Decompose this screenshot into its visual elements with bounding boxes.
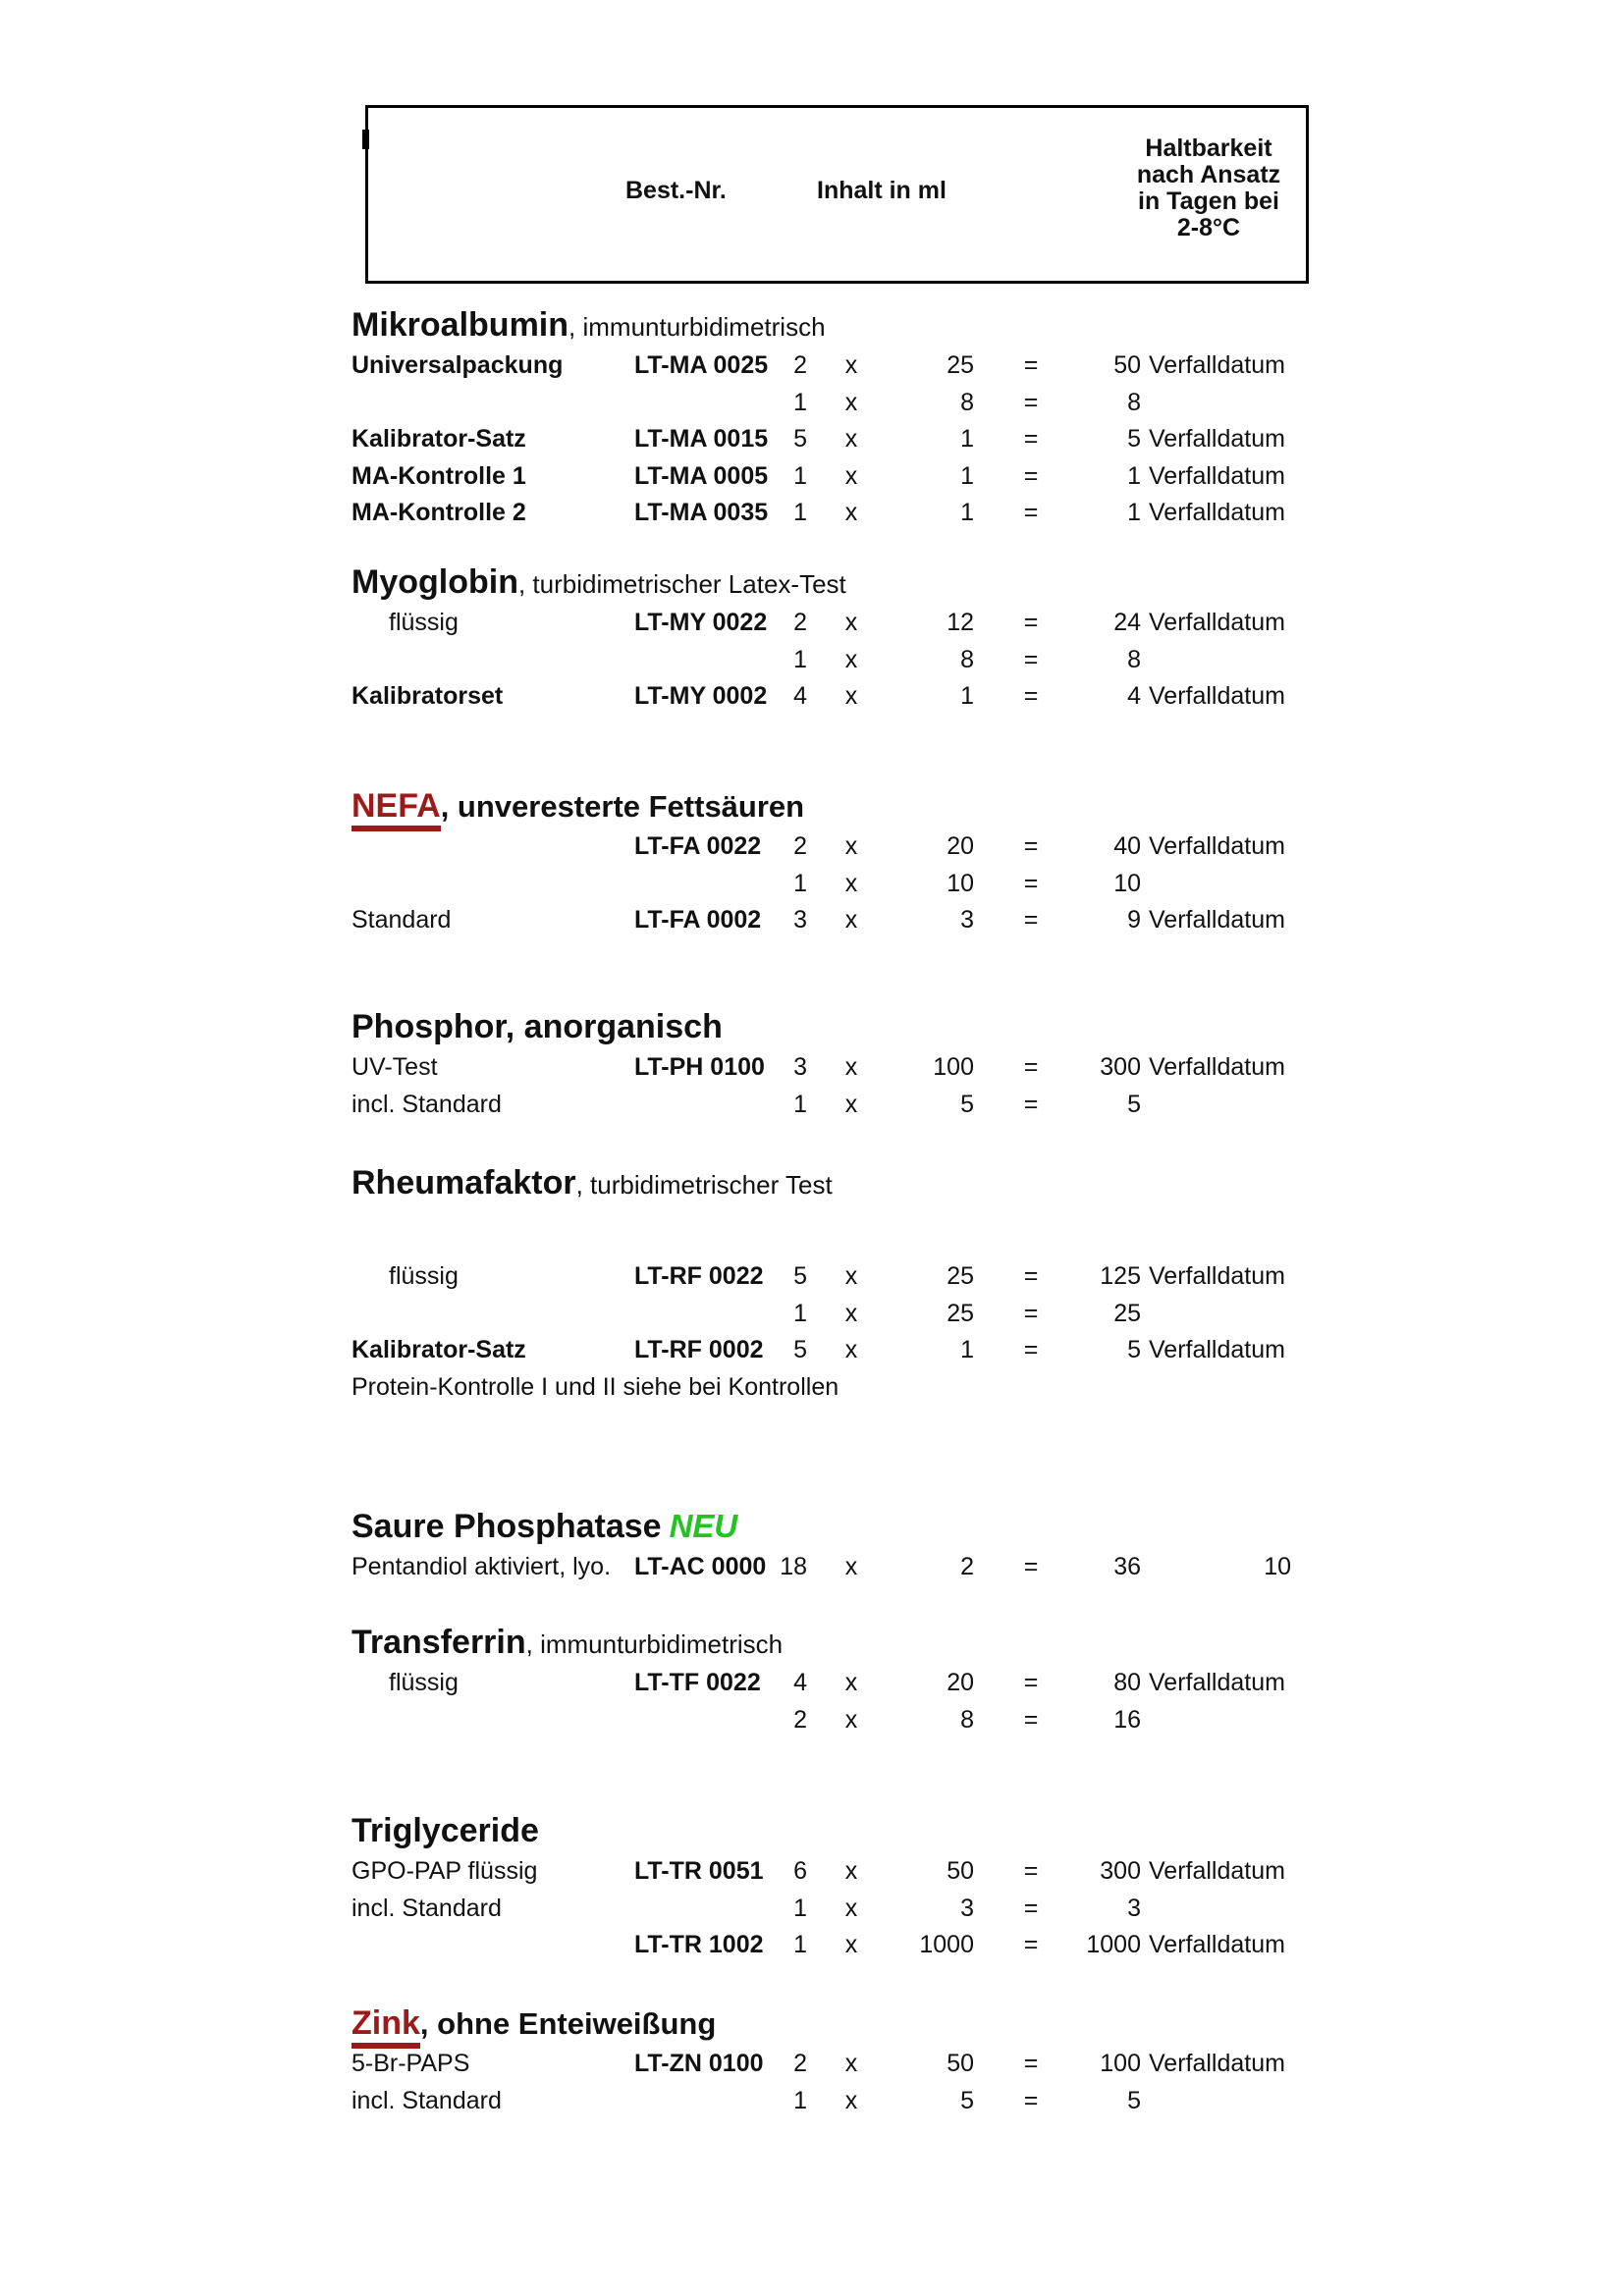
section-heading <box>352 1506 1319 1547</box>
multiply-symbol: x <box>844 609 858 636</box>
section-rheumafaktor <box>352 1162 1319 1406</box>
footnote: Protein-Kontrolle I und II siehe bei Kontrollen <box>352 1372 839 1401</box>
section-saure-phosphatase <box>352 1506 1319 1586</box>
row-label: 5-Br-PAPS <box>352 2050 470 2077</box>
section-rows <box>352 2046 1319 2119</box>
row-ml: 5 <box>960 1090 974 1118</box>
row-count: 6 <box>793 1857 807 1885</box>
row-count: 1 <box>793 1931 807 1958</box>
section-title: Myoglobin <box>352 563 518 601</box>
row-label: flüssig <box>389 609 459 636</box>
section-title: NEFA <box>352 787 441 831</box>
row-label: incl. Standard <box>352 2086 502 2114</box>
row-ml: 20 <box>947 1669 974 1696</box>
row-total: 5 <box>1127 2086 1141 2114</box>
multiply-symbol: x <box>844 1053 858 1081</box>
row-count: 2 <box>793 351 807 379</box>
table-row <box>352 495 1319 532</box>
row-ml: 10 <box>947 869 974 897</box>
row-ml: 1000 <box>919 1931 974 1958</box>
multiply-symbol: x <box>844 425 858 453</box>
row-count: 1 <box>793 461 807 490</box>
row-total: 40 <box>1113 832 1141 860</box>
row-ml: 25 <box>947 351 974 379</box>
table-row <box>352 678 1319 716</box>
row-label: flüssig <box>389 1262 459 1290</box>
row-note: Verfalldatum <box>1149 461 1285 490</box>
row-note: Verfalldatum <box>1149 351 1285 379</box>
row-count: 2 <box>793 609 807 636</box>
equals-symbol: = <box>1023 609 1039 636</box>
row-note: Verfalldatum <box>1149 609 1285 636</box>
section-title: Phosphor, anorganisch <box>352 1008 723 1045</box>
table-row <box>352 421 1319 458</box>
section-title: Mikroalbumin <box>352 306 569 344</box>
row-code: LT-RF 0022 <box>634 1262 764 1290</box>
row-label: MA-Kontrolle 1 <box>352 461 526 490</box>
equals-symbol: = <box>1023 1090 1039 1118</box>
multiply-symbol: x <box>844 1262 858 1290</box>
row-code: LT-TR 0051 <box>634 1857 764 1885</box>
equals-symbol: = <box>1023 1894 1039 1922</box>
row-code: LT-MA 0025 <box>634 351 769 379</box>
multiply-symbol: x <box>844 682 858 710</box>
multiply-symbol: x <box>844 461 858 490</box>
price-list <box>352 0 1319 2296</box>
row-ml: 2 <box>960 1553 974 1580</box>
row-label: UV-Test <box>352 1053 438 1081</box>
row-code: LT-FA 0002 <box>634 906 762 934</box>
section-subtitle: , immunturbidimetrisch <box>568 312 826 342</box>
row-total: 300 <box>1100 1053 1141 1081</box>
multiply-symbol: x <box>844 1553 858 1580</box>
equals-symbol: = <box>1023 461 1039 490</box>
row-note: Verfalldatum <box>1149 1336 1285 1363</box>
table-row <box>352 1369 1319 1407</box>
multiply-symbol: x <box>844 832 858 860</box>
row-note: Verfalldatum <box>1149 2050 1285 2077</box>
row-code: LT-MY 0002 <box>634 682 768 710</box>
equals-symbol: = <box>1023 1262 1039 1290</box>
row-note: Verfalldatum <box>1149 1857 1285 1885</box>
row-count: 1 <box>793 499 807 526</box>
row-count: 1 <box>793 388 807 416</box>
row-code: LT-MA 0035 <box>634 499 769 526</box>
row-code: LT-MA 0015 <box>634 425 769 453</box>
row-ml: 1 <box>960 1336 974 1363</box>
equals-symbol: = <box>1023 388 1039 416</box>
equals-symbol: = <box>1023 499 1039 526</box>
multiply-symbol: x <box>844 645 858 673</box>
row-label: Kalibratorset <box>352 682 504 710</box>
table-row <box>352 1332 1319 1369</box>
neu-badge: NEU <box>669 1508 738 1544</box>
multiply-symbol: x <box>844 1299 858 1327</box>
section-rows <box>352 1258 1319 1406</box>
row-total: 9 <box>1127 906 1141 934</box>
section-heading <box>352 1622 1319 1663</box>
haltbarkeit-line: 2-8°C <box>1176 214 1241 241</box>
row-count: 2 <box>793 1705 807 1734</box>
row-code: LT-ZN 0100 <box>634 2050 764 2077</box>
row-total: 80 <box>1113 1669 1141 1696</box>
multiply-symbol: x <box>844 1857 858 1885</box>
equals-symbol: = <box>1023 1705 1039 1734</box>
table-row <box>352 1296 1319 1333</box>
table-row <box>352 1549 1319 1586</box>
table-row <box>352 828 1319 866</box>
multiply-symbol: x <box>844 2050 858 2077</box>
section-title: Zink <box>352 2004 420 2049</box>
row-ml: 50 <box>947 1857 974 1885</box>
border-artifact <box>362 130 369 149</box>
row-ml: 25 <box>947 1262 974 1290</box>
table-row <box>352 1087 1319 1124</box>
multiply-symbol: x <box>844 1705 858 1734</box>
multiply-symbol: x <box>844 869 858 897</box>
row-total: 5 <box>1127 1336 1141 1363</box>
row-ml: 8 <box>960 388 974 416</box>
table-row <box>352 458 1319 496</box>
row-total: 16 <box>1113 1705 1141 1734</box>
table-row <box>352 1891 1319 1928</box>
row-code: LT-RF 0002 <box>634 1336 764 1363</box>
row-total: 8 <box>1127 645 1141 673</box>
equals-symbol: = <box>1023 1336 1039 1363</box>
multiply-symbol: x <box>844 2086 858 2114</box>
multiply-symbol: x <box>844 906 858 934</box>
row-ml: 1 <box>960 682 974 710</box>
section-rows <box>352 828 1319 939</box>
row-label: Standard <box>352 906 452 934</box>
row-ml: 1 <box>960 461 974 490</box>
row-label: Kalibrator-Satz <box>352 1336 526 1363</box>
section-subtitle: , ohne Enteiweißung <box>419 2006 717 2041</box>
column-header-best-nr: Best.-Nr. <box>625 177 727 204</box>
section-heading <box>352 1810 1319 1851</box>
row-ml: 20 <box>947 832 974 860</box>
section-rows <box>352 1853 1319 1964</box>
equals-symbol: = <box>1023 1669 1039 1696</box>
equals-symbol: = <box>1023 832 1039 860</box>
row-count: 1 <box>793 1894 807 1922</box>
table-row <box>352 2046 1319 2083</box>
equals-symbol: = <box>1023 682 1039 710</box>
row-total: 24 <box>1113 609 1141 636</box>
equals-symbol: = <box>1023 869 1039 897</box>
section-rows <box>352 1665 1319 1738</box>
row-code: LT-TF 0022 <box>634 1669 761 1696</box>
row-count: 1 <box>793 645 807 673</box>
table-row <box>352 385 1319 422</box>
row-total: 1 <box>1127 499 1141 526</box>
section-title: Saure Phosphatase <box>352 1508 662 1545</box>
row-count: 4 <box>793 682 807 710</box>
column-header-inhalt: Inhalt in ml <box>817 177 947 204</box>
row-count: 1 <box>793 1090 807 1118</box>
multiply-symbol: x <box>844 351 858 379</box>
section-triglyceride <box>352 1810 1319 1964</box>
row-note: Verfalldatum <box>1149 1669 1285 1696</box>
row-total: 36 <box>1113 1553 1141 1580</box>
row-label: incl. Standard <box>352 1894 502 1922</box>
row-count: 5 <box>793 1336 807 1363</box>
equals-symbol: = <box>1023 2050 1039 2077</box>
section-phosphor <box>352 1006 1319 1123</box>
multiply-symbol: x <box>844 1090 858 1118</box>
section-title: Rheumafaktor <box>352 1164 576 1201</box>
row-label: Pentandiol aktiviert, lyo. <box>352 1553 612 1580</box>
row-note: Verfalldatum <box>1149 1053 1285 1081</box>
row-total: 50 <box>1113 351 1141 379</box>
row-label: GPO-PAP flüssig <box>352 1857 538 1885</box>
equals-symbol: = <box>1023 645 1039 673</box>
haltbarkeit-line: in Tagen bei <box>1138 187 1279 215</box>
row-ml: 5 <box>960 2086 974 2114</box>
row-total: 5 <box>1127 1090 1141 1118</box>
row-count: 2 <box>793 832 807 860</box>
table-row <box>352 1049 1319 1087</box>
table-row <box>352 1702 1319 1739</box>
row-note: Verfalldatum <box>1149 906 1285 934</box>
table-row <box>352 1258 1319 1296</box>
section-rows <box>352 605 1319 716</box>
table-row <box>352 642 1319 679</box>
row-total: 25 <box>1113 1299 1141 1327</box>
section-heading <box>352 1162 1319 1203</box>
row-total: 100 <box>1100 2050 1141 2077</box>
row-count: 3 <box>793 1053 807 1081</box>
row-note: Verfalldatum <box>1149 425 1285 453</box>
section-heading <box>352 304 1319 346</box>
section-zink <box>352 2002 1319 2119</box>
equals-symbol: = <box>1023 1553 1039 1580</box>
row-ml: 12 <box>947 609 974 636</box>
row-note: Verfalldatum <box>1149 1262 1285 1290</box>
row-code: LT-PH 0100 <box>634 1053 765 1081</box>
equals-symbol: = <box>1023 1857 1039 1885</box>
row-total: 3 <box>1127 1894 1141 1922</box>
row-code: LT-MY 0022 <box>634 609 768 636</box>
section-title: Transferrin <box>352 1624 526 1661</box>
table-row <box>352 1665 1319 1702</box>
row-count: 1 <box>793 1299 807 1327</box>
row-count: 1 <box>793 869 807 897</box>
section-nefa <box>352 785 1319 939</box>
row-note: Verfalldatum <box>1149 1931 1285 1958</box>
section-rows <box>352 1049 1319 1123</box>
row-ml: 1 <box>960 499 974 526</box>
row-total: 125 <box>1100 1262 1141 1290</box>
section-myoglobin <box>352 561 1319 716</box>
row-ml: 8 <box>960 1705 974 1734</box>
row-label: MA-Kontrolle 2 <box>352 499 526 526</box>
section-subtitle: , turbidimetrischer Test <box>575 1170 833 1200</box>
multiply-symbol: x <box>844 499 858 526</box>
row-code: LT-TR 1002 <box>634 1931 764 1958</box>
table-row <box>352 1853 1319 1891</box>
row-total: 300 <box>1100 1857 1141 1885</box>
section-subtitle: , unveresterte Fettsäuren <box>440 789 805 824</box>
row-ml: 50 <box>947 2050 974 2077</box>
row-note: Verfalldatum <box>1149 499 1285 526</box>
section-rows <box>352 347 1319 532</box>
section-rows <box>352 1549 1319 1586</box>
section-subtitle: , turbidimetrischer Latex-Test <box>517 569 846 599</box>
section-heading <box>352 2002 1319 2044</box>
row-label: Universalpackung <box>352 351 564 379</box>
row-count: 4 <box>793 1669 807 1696</box>
column-header-haltbarkeit <box>1117 135 1300 241</box>
section-transferrin <box>352 1622 1319 1738</box>
row-label: incl. Standard <box>352 1090 502 1118</box>
section-heading <box>352 1006 1319 1047</box>
column-header-box <box>365 105 1309 284</box>
table-row <box>352 347 1319 385</box>
row-total: 8 <box>1127 388 1141 416</box>
row-code: LT-AC 0000 <box>634 1553 767 1580</box>
equals-symbol: = <box>1023 1299 1039 1327</box>
row-ml: 3 <box>960 906 974 934</box>
row-total: 1 <box>1127 461 1141 490</box>
row-ml: 1 <box>960 425 974 453</box>
row-code: LT-FA 0022 <box>634 832 762 860</box>
row-ml: 8 <box>960 645 974 673</box>
section-heading <box>352 561 1319 603</box>
row-total: 5 <box>1127 425 1141 453</box>
row-note: Verfalldatum <box>1149 832 1285 860</box>
table-row <box>352 1927 1319 1964</box>
section-heading <box>352 785 1319 827</box>
table-row <box>352 866 1319 903</box>
row-shelf-days: 10 <box>1264 1553 1291 1580</box>
row-code: LT-MA 0005 <box>634 461 769 490</box>
section-mikroalbumin <box>352 304 1319 532</box>
equals-symbol: = <box>1023 1053 1039 1081</box>
section-subtitle: , immunturbidimetrisch <box>525 1629 784 1659</box>
multiply-symbol: x <box>844 388 858 416</box>
row-count: 5 <box>793 1262 807 1290</box>
table-row <box>352 2083 1319 2120</box>
multiply-symbol: x <box>844 1669 858 1696</box>
section-title: Triglyceride <box>352 1812 539 1849</box>
row-count: 5 <box>793 425 807 453</box>
multiply-symbol: x <box>844 1336 858 1363</box>
row-count: 18 <box>780 1553 807 1580</box>
row-ml: 25 <box>947 1299 974 1327</box>
row-count: 1 <box>793 2086 807 2114</box>
row-ml: 3 <box>960 1894 974 1922</box>
equals-symbol: = <box>1023 906 1039 934</box>
row-count: 3 <box>793 906 807 934</box>
equals-symbol: = <box>1023 351 1039 379</box>
multiply-symbol: x <box>844 1931 858 1958</box>
row-total: 10 <box>1113 869 1141 897</box>
equals-symbol: = <box>1023 1931 1039 1958</box>
haltbarkeit-line: Haltbarkeit <box>1145 134 1272 162</box>
row-count: 2 <box>793 2050 807 2077</box>
multiply-symbol: x <box>844 1894 858 1922</box>
equals-symbol: = <box>1023 425 1039 453</box>
table-row <box>352 902 1319 939</box>
table-row <box>352 605 1319 642</box>
row-ml: 100 <box>933 1053 974 1081</box>
row-note: Verfalldatum <box>1149 682 1285 710</box>
row-label: Kalibrator-Satz <box>352 425 526 453</box>
row-total: 4 <box>1127 682 1141 710</box>
haltbarkeit-line: nach Ansatz <box>1136 161 1281 188</box>
row-total: 1000 <box>1086 1931 1141 1958</box>
equals-symbol: = <box>1023 2086 1039 2114</box>
row-label: flüssig <box>389 1669 459 1696</box>
